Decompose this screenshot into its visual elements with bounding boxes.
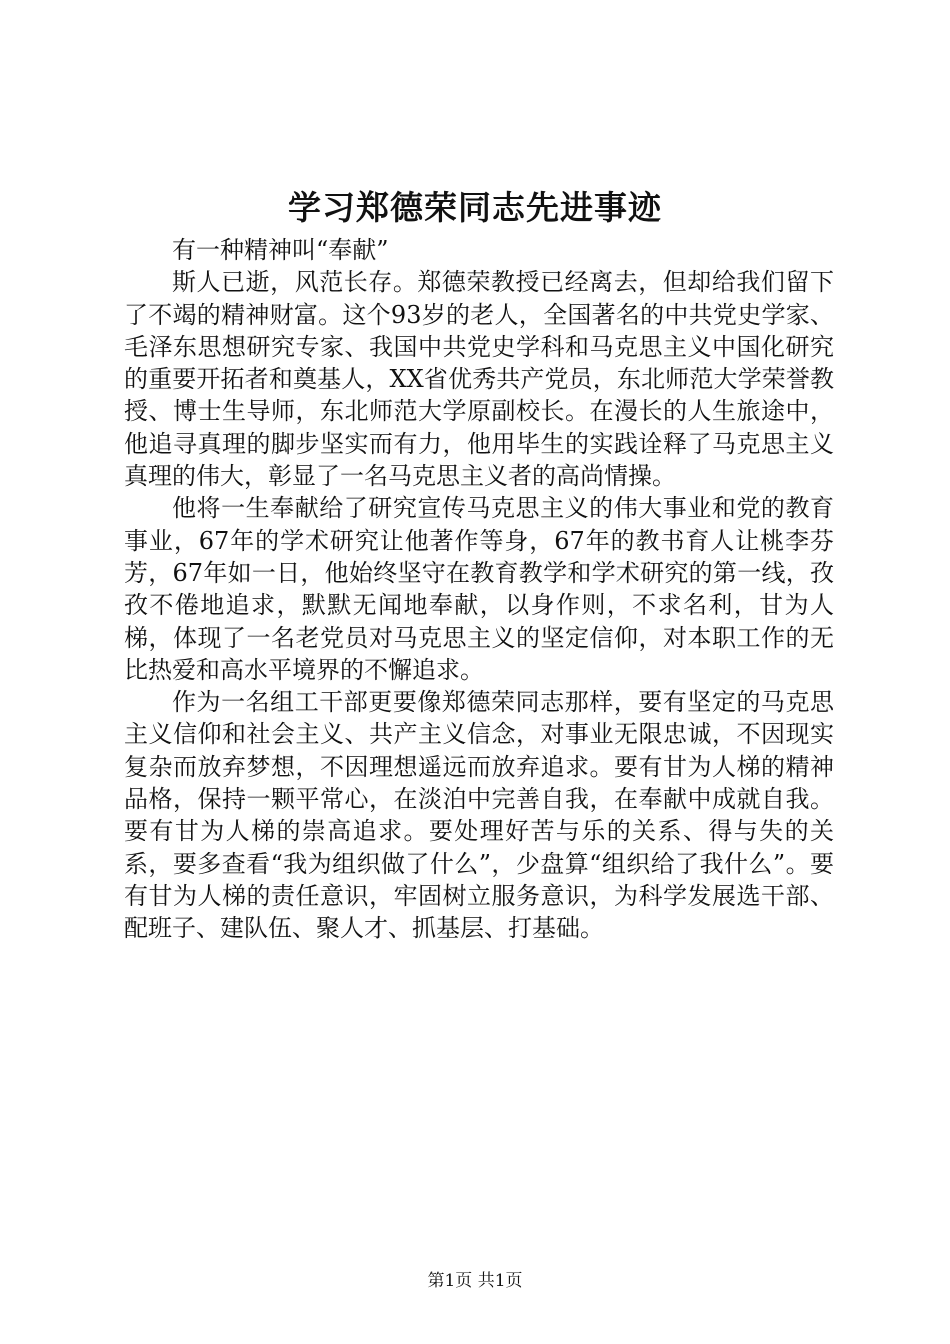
document-body — [124, 234, 834, 945]
paragraph: 作为一名组工干部更要像郑德荣同志那样，要有坚定的马克思主义信仰和社会主义、共产主义信念，对事业无限忠诚，不因现实复杂而放弃梦想，不因理想遥远而放弃追求。要有甘为人梯的精神品格，保持一颗平常心，在淡泊中完善自我，在奉献中成就自我。要有甘为人梯的崇高追求。要处理好苦与乐的关系、得与失的关系，要多查看“我为组织做了什么”，少盘算“组织给了我什么”。要有甘为人梯的责任意识，牢固树立服务意识，为科学发展选干部、配班子、建队伍、聚人才、抓基层、打基础。 — [124, 688, 834, 943]
paragraph: 他将一生奉献给了研究宣传马克思主义的伟大事业和党的教育事业，67年的学术研究让他著作等身，67年的教书育人让桃李芬芳，67年如一日，他始终坚守在教育教学和学术研究的第一线，孜孜不倦地追求，默默无闻地奉献，以身作则，不求名利，甘为人梯，体现了一名老党员对马克思主义的坚定信仰，对本职工作的无比热爱和高水平境界的不懈追求。 — [124, 494, 834, 684]
document-subtitle: 有一种精神叫“奉献” — [172, 236, 389, 264]
page-footer: 第1页 共1页 — [427, 1271, 523, 1291]
paragraph: 斯人已逝，风范长存。郑德荣教授已经离去，但却给我们留下了不竭的精神财富。这个93岁的老人，全国著名的中共党史学家、毛泽东思想研究专家、我国中共党史学科和马克思主义中国化研究的重要开拓者和奠基人，XX省优秀共产党员，东北师范大学荣誉教授、博士生导师，东北师范大学原副校长。在漫长的人生旅途中，他追寻真理的脚步坚实而有力，他用毕生的实践诠释了马克思主义真理的伟大，彰显了一名马克思主义者的高尚情操。 — [124, 268, 834, 491]
document-title: 学习郑德荣同志先进事迹 — [288, 188, 662, 227]
